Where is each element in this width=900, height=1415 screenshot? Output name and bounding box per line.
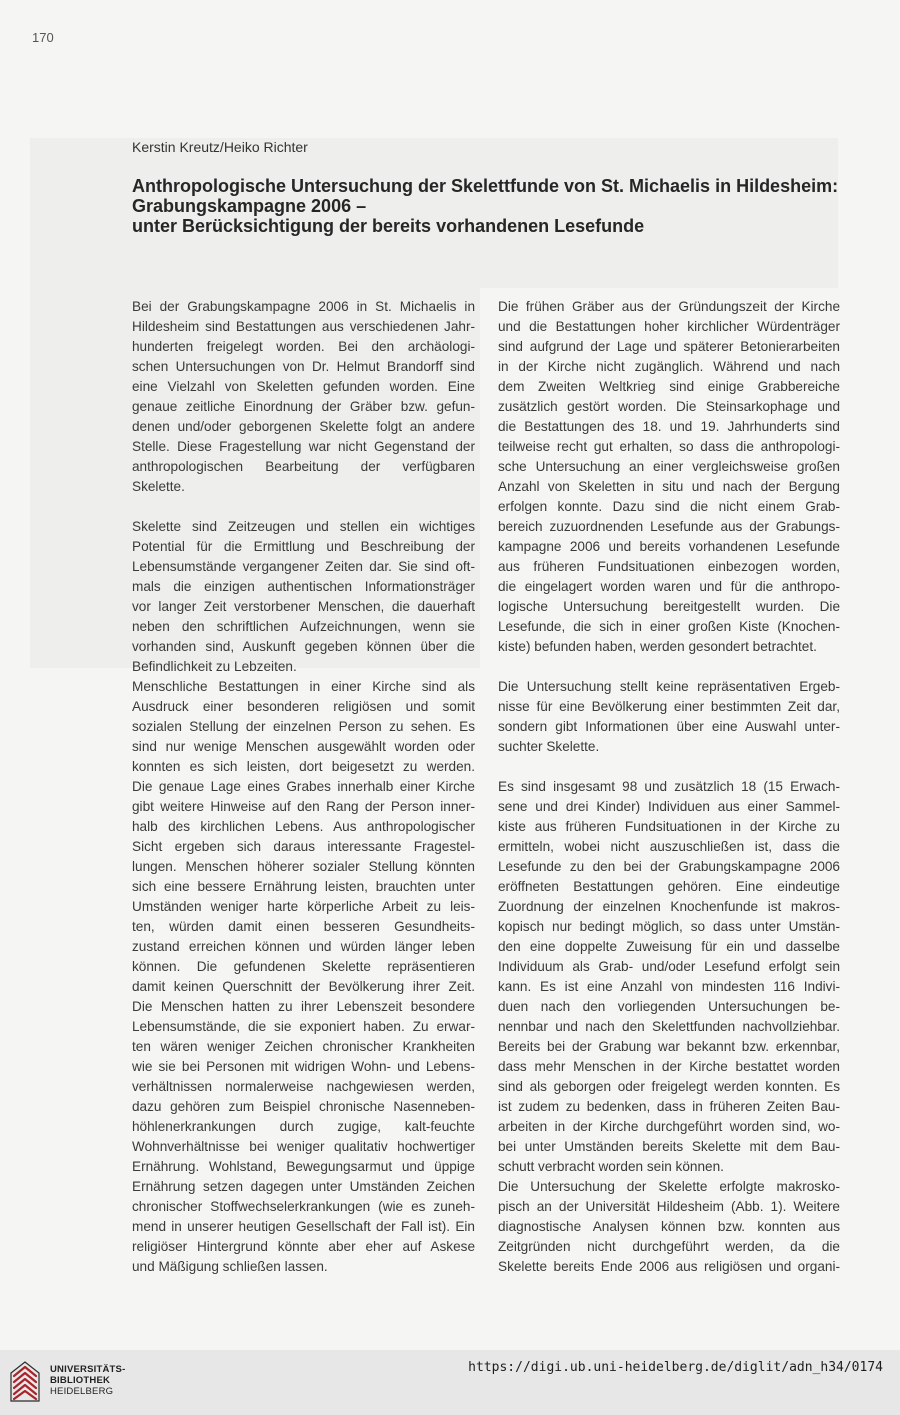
text-line: Skelette. [132, 479, 185, 494]
text-line: dazu gehören zum Beispiel chronische Nasenneben- [132, 1099, 475, 1114]
text-line: die eingelagert worden waren und für die anthropo- [498, 579, 840, 594]
text-line: mals die einzigen authentischen Informationsträger [132, 579, 475, 594]
text-line: Lesefunde, die sich in einer großen Kiste (Knochen- [498, 619, 840, 634]
text-line: und Mäßigung schließen lassen. [132, 1259, 328, 1274]
text-line: dass mehr Menschen in der Kirche bestattet worden [498, 1059, 840, 1074]
text-line: schutt verbracht worden sein können. [498, 1159, 724, 1174]
text-line: die Bestattungen des 18. und 19. Jahrhunderts sind [498, 419, 840, 434]
text-line: können. Die gefundenen Skelette repräsentieren [132, 959, 475, 974]
text-line: Zeitgründen nicht durchgeführt werden, da die [498, 1239, 840, 1254]
text-section [132, 297, 475, 497]
text-line: arbeiten in der Kirche durchgeführt worden sind, wo- [498, 1119, 840, 1134]
text-line: Ernährung. Wohlstand, Bewegungsarmut und üppige [132, 1159, 475, 1174]
title-line: unter Berücksichtigung der bereits vorhandenen Lesefunde [132, 216, 645, 236]
text-line: zusätzlich gestört worden. Die Steinsarkophage und [498, 399, 840, 414]
text-line: Ausdruck einer besonderen religiösen und somit [132, 699, 475, 714]
text-line: Befindlichkeit zu Lebzeiten. [132, 659, 297, 674]
text-line: Bei der Grabungskampagne 2006 in St. Michaelis in [132, 299, 475, 314]
text-line: Die genaue Lage eines Grabes innerhalb einer Kirche [132, 779, 475, 794]
text-line: genaue zeitliche Einordnung der Gräber bzw. gefun- [132, 399, 475, 414]
text-line: zustand erreichen können und würden länger leben [132, 939, 475, 954]
text-line: gibt weitere Hinweise auf den Rang der Person inner- [132, 799, 475, 814]
text-line: sche Untersuchung an einer vergleichsweise großen [498, 459, 840, 474]
text-line: Es sind insgesamt 98 und zusätzlich 18 (15 Erwach- [498, 779, 840, 794]
text-line: lungen. Menschen höherer sozialer Stellung könnten [132, 859, 475, 874]
paragraph [498, 677, 840, 757]
text-section [498, 297, 840, 657]
text-line: eröffneten Bestattungen gehören. Eine eindeutige [498, 879, 840, 894]
text-line: bereich zuzuordnenden Lesefunde aus der Grabungs- [498, 519, 840, 534]
library-name [50, 1364, 125, 1397]
text-line: damit keinen Querschnitt der Bevölkerung ihrer Zeit. [132, 979, 475, 994]
text-line: Hildesheim sind Bestattungen aus verschiedenen Jahr- [132, 319, 475, 334]
text-line: vor langer Zeit verstorbener Menschen, die dauerhaft [132, 599, 475, 614]
text-column-left [132, 297, 475, 1277]
text-line: sind aufgrund der Lage und späterer Betonierarbeiten [498, 339, 840, 354]
text-line: Die Untersuchung stellt keine repräsentativen Ergeb- [498, 679, 840, 694]
text-line: eine Vielzahl von Skeletten gefunden worden. Eine [132, 379, 475, 394]
article-authors: Kerstin Kreutz/Heiko Richter [132, 139, 308, 155]
text-section [132, 517, 475, 1277]
text-line: Umständen weniger harte körperliche Arbeit zu leis- [132, 899, 475, 914]
text-line: sene und drei Kinder) Individuen aus einer Sammel- [498, 799, 840, 814]
text-line: Die frühen Gräber aus der Gründungszeit der Kirche [498, 299, 840, 314]
text-line: sozialen Stellung der einzelnen Person zu sehen. Es [132, 719, 475, 734]
text-line: kiste) befunden haben, werden gesondert betrachtet. [498, 639, 817, 654]
text-column-right [498, 297, 840, 1277]
page-number: 170 [32, 30, 54, 45]
paragraph [132, 517, 475, 677]
article-title [132, 176, 892, 236]
text-line: anthropologischen Bearbeitung der verfügbaren [132, 459, 475, 474]
text-line: bei unter Umständen bereits Skelette mit dem Bau- [498, 1139, 840, 1154]
text-line: Zuordnung der einzelnen Knochenfunde ist makros- [498, 899, 840, 914]
text-line: ten, würden damit einen besseren Gesundheits- [132, 919, 475, 934]
text-line: erfolgen konnte. Dazu sind die nicht einem Grab- [498, 499, 840, 514]
library-name-line: UNIVERSITÄTS- [50, 1364, 126, 1375]
text-line: kiste aus früheren Fundsituationen in der Kirche zu [498, 819, 840, 834]
text-section [498, 777, 840, 1277]
text-line: sind als geborgen oder freigelegt werden konnten. Es [498, 1079, 840, 1094]
text-line: halb des kirchlichen Lebens. Aus anthropologischer [132, 819, 475, 834]
text-line: religiöser Hintergrund könnte aber eher auf Askese [132, 1239, 475, 1254]
text-line: wie sie bei Personen mit widrigen Wohn- und Lebens- [132, 1059, 475, 1074]
text-line: hunderten freigelegt worden. Bei den archäologi- [132, 339, 475, 354]
text-line: logische Untersuchung bereitgestellt wurden. Die [498, 599, 840, 614]
text-line: mend in unserer heutigen Gesellschaft der Fall ist). Ein [132, 1219, 475, 1234]
paragraph [498, 297, 840, 657]
footer-band [0, 1350, 900, 1415]
text-line: konnten es sich leisten, dort beigesetzt zu werden. [132, 759, 475, 774]
title-line: Anthropologische Untersuchung der Skelettfunde von St. Michaelis in Hildesheim: [132, 176, 839, 196]
text-line: Skelette sind Zeitzeugen und stellen ein wichtiges [132, 519, 475, 534]
text-line: kann. Es ist eine Anzahl von mindesten 116 Indivi- [498, 979, 840, 994]
text-line: sondern gibt Informationen über eine Auswahl unter- [498, 719, 840, 734]
text-line: nisse für eine Bevölkerung einer bestimmten Zeit dar, [498, 699, 840, 714]
text-line: denen und/oder geborgenen Skelette folgt an andere [132, 419, 475, 434]
text-line: sind nur wenige Menschen ausgewählt worden oder [132, 739, 475, 754]
text-line: Ernährung setzen dagegen unter Umständen Zeichen [132, 1179, 475, 1194]
text-line: Anzahl von Skeletten in situ und nach der Bergung [498, 479, 840, 494]
library-name-line: BIBLIOTHEK [50, 1375, 111, 1386]
text-line: diagnostische Analysen können bzw. konnten aus [498, 1219, 840, 1234]
text-line: ten wären weniger Zeichen chronischer Krankheiten [132, 1039, 475, 1054]
paragraph [132, 677, 475, 1277]
text-line: vorhanden sind, Auskunft gegeben können über die [132, 639, 475, 654]
text-line: nennbar und nach den Skelettfunden nachvollziehbar. [498, 1019, 840, 1034]
text-line: dem Zweiten Weltkrieg sind einige Grabbereiche [498, 379, 840, 394]
text-line: sich eine bessere Ernährung leisten, brauchten unter [132, 879, 475, 894]
text-line: Stelle. Diese Fragestellung war nicht Gegenstand der [132, 439, 475, 454]
text-line: Lebensumstände, die sie exponiert haben. Zu erwar- [132, 1019, 475, 1034]
text-line: und die Bestattungen hoher kirchlicher Würdenträger [498, 319, 840, 334]
text-line: Bereits bei der Grabung war bekannt bzw. erkennbar, [498, 1039, 840, 1054]
text-section [498, 677, 840, 757]
text-line: neben den schriftlichen Aufzeichnungen, wenn sie [132, 619, 475, 634]
library-name-line: HEIDELBERG [50, 1386, 114, 1397]
source-url-link[interactable]: https://digi.ub.uni-heidelberg.de/diglit/adn_h34/0174 [468, 1360, 883, 1375]
text-line: Skelette bereits Ende 2006 aus religiösen und organi- [498, 1259, 840, 1274]
text-line: aus früheren Fundsituationen einbezogen worden, [498, 559, 840, 574]
text-line: suchter Skelette. [498, 739, 600, 754]
text-line: den eine doppelte Zuweisung für ein und dasselbe [498, 939, 840, 954]
text-line: verhältnissen normalerweise nachgewiesen werden, [132, 1079, 475, 1094]
text-line: Menschliche Bestattungen in einer Kirche sind als [132, 679, 475, 694]
text-line: ist zudem zu bedenken, dass in früheren Zeiten Bau- [498, 1099, 840, 1114]
text-line: Die Menschen hatten zu ihrer Lebenszeit besondere [132, 999, 475, 1014]
text-line: Die Untersuchung der Skelette erfolgte makrosko- [498, 1179, 840, 1194]
paragraph [498, 777, 840, 1177]
text-line: Lesefunde zu den bei der Grabungskampagne 2006 [498, 859, 840, 874]
text-line: Lebensumstände vergangener Zeiten dar. Sie sind oft- [132, 559, 475, 574]
text-line: Potential für die Ermittlung und Beschreibung der [132, 539, 475, 554]
paragraph [132, 297, 475, 497]
text-line: duen nach den vorliegenden Untersuchungen be- [498, 999, 840, 1014]
text-line: ermitteln, wobei nicht auszuschließen ist, dass die [498, 839, 840, 854]
library-logo-icon [8, 1359, 42, 1405]
text-line: kampagne 2006 und bereits vorhandenen Lesefunde [498, 539, 840, 554]
text-line: Sicht ergeben sich daraus interessante Fragestel- [132, 839, 475, 854]
text-line: teilweise recht gut erhalten, so dass die anthropologi- [498, 439, 840, 454]
text-line: in der Kirche nicht zugänglich. Während und nach [498, 359, 840, 374]
title-line: Grabungskampagne 2006 – [132, 196, 367, 216]
text-line: höhlenerkrankungen durch zugige, kalt-feuchte [132, 1119, 475, 1134]
text-line: pisch an der Universität Hildesheim (Abb. 1). Weitere [498, 1199, 840, 1214]
text-line: schen Untersuchungen von Dr. Helmut Brandorff sind [132, 359, 475, 374]
text-line: Wohnverhältnisse bei weniger qualitativ hochwertiger [132, 1139, 475, 1154]
paragraph [498, 1177, 840, 1277]
text-line: kopisch nur bedingt möglich, so dass unter Umstän- [498, 919, 840, 934]
text-line: Individuum als Grab- und/oder Lesefund erfolgt sein [498, 959, 840, 974]
text-line: chronischer Stoffwechselerkrankungen (wie es zuneh- [132, 1199, 475, 1214]
